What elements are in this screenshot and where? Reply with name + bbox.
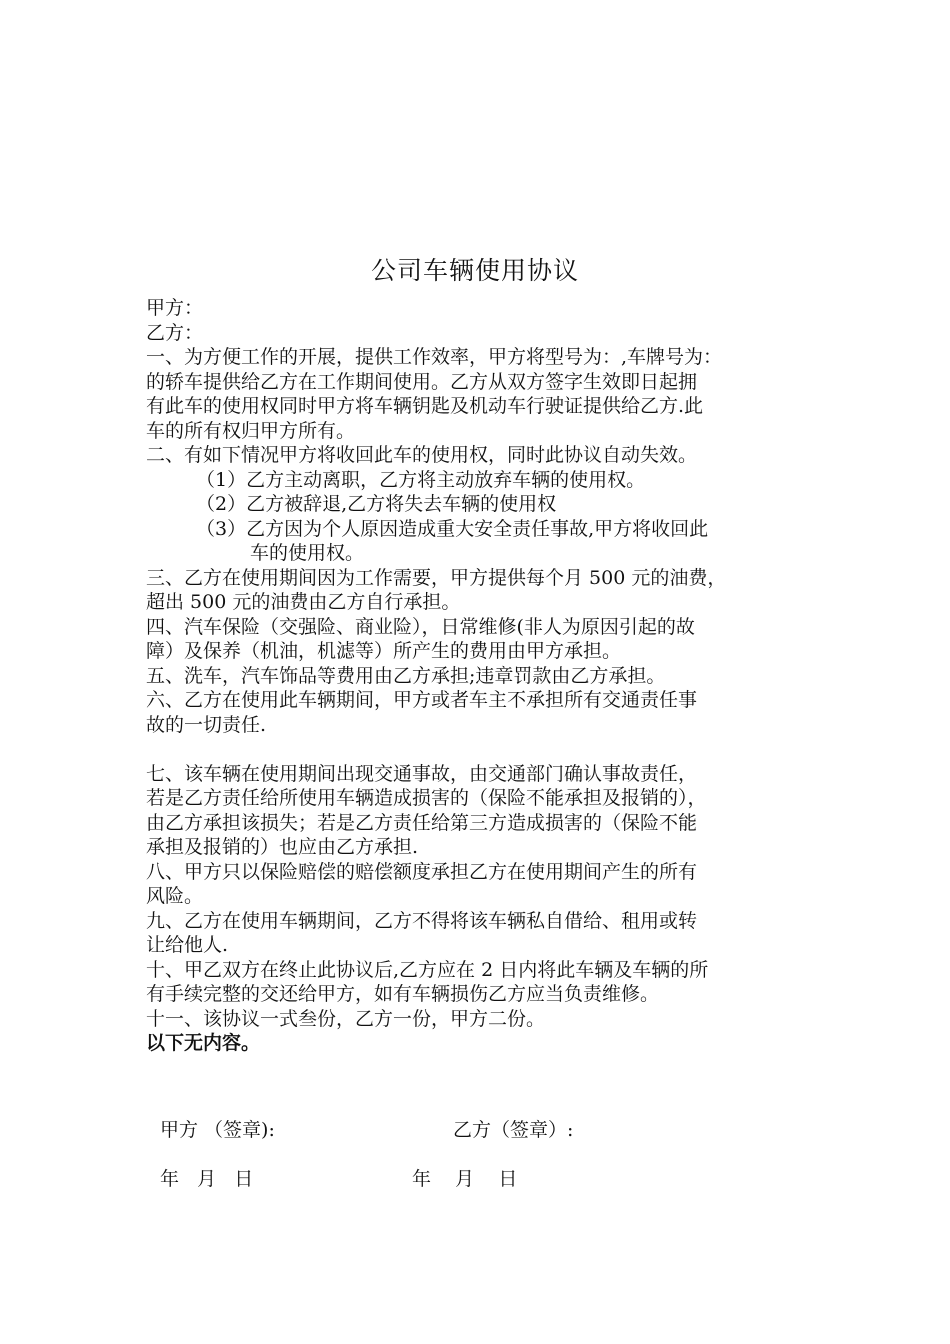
clause-11-line: 十一、该协议一式叁份，乙方一份，甲方二份。 (146, 1007, 546, 1030)
party-b-date: 年 月 日 (412, 1168, 518, 1190)
clause-8-line: 八、甲方只以保险赔偿的赔偿额度承担乙方在使用期间产生的所有 (146, 860, 698, 883)
blank-line (146, 737, 816, 762)
clause-7-line: 若是乙方责任给所使用车辆造成损害的（保险不能承担及报销的）， (146, 787, 707, 809)
clause-6-line: 六、乙方在使用此车辆期间，甲方或者车主不承担所有交通责任事 (146, 689, 698, 711)
clause-4-line: 四、汽车保险（交强险、商业险），日常维修(非人为原因引起的故 (146, 615, 695, 638)
clause-9-line: 九、乙方在使用车辆期间，乙方不得将该车辆私自借给、租用或转 (146, 909, 698, 932)
clause-5-line: 五、洗车，汽车饰品等费用由乙方承担;违章罚款由乙方承担。 (146, 664, 666, 687)
clause-6-line: 故的一切责任. (146, 713, 267, 736)
clause-7-line: 承担及报销的）也应由乙方承担. (146, 836, 419, 858)
clause-2-item-3: （3）乙方因为个人原因造成重大安全责任事故,甲方将收回此 (196, 517, 709, 540)
clause-9-line: 让给他人. (146, 934, 229, 956)
clause-1-line: 的轿车提供给乙方在工作期间使用。乙方从双方签字生效即日起拥 (146, 370, 698, 393)
closing-note: 以下无内容。 (146, 1032, 261, 1054)
party-a-signature-label: 甲方 （签章): (160, 1119, 275, 1141)
clause-2-item-3-cont: 车的使用权。 (250, 542, 365, 564)
agreement-body (146, 296, 816, 1056)
party-b-signature-label: 乙方（签章）: (453, 1119, 574, 1141)
clause-2-item-2: （2）乙方被辞退,乙方将失去车辆的使用权 (196, 493, 557, 515)
clause-7-line: 由乙方承担该损失；若是乙方责任给第三方造成损害的（保险不能 (146, 811, 698, 834)
clause-4-line: 障）及保养（机油，机滤等）所产生的费用由甲方承担。 (146, 640, 622, 662)
clause-3-line: 三、乙方在使用期间因为工作需要，甲方提供每个月 500 元的油费， (146, 566, 727, 589)
clause-3-line: 超出 500 元的油费由乙方自行承担。 (146, 591, 461, 613)
party-b-line: 乙方： (146, 321, 204, 344)
clause-10-line: 十、甲乙双方在终止此协议后,乙方应在 2 日内将此车辆及车辆的所 (146, 958, 709, 981)
party-a-date: 年 月 日 (160, 1168, 254, 1190)
clause-7-line: 七、该车辆在使用期间出现交通事故，由交通部门确认事故责任， (146, 762, 698, 785)
clause-2-line: 二、有如下情况甲方将收回此车的使用权，同时此协议自动失效。 (146, 444, 698, 466)
clause-10-line: 有手续完整的交还给甲方，如有车辆损伤乙方应当负责维修。 (146, 983, 660, 1005)
clause-1-line: 车的所有权归甲方所有。 (146, 419, 356, 442)
clause-1-line: 有此车的使用权同时甲方将车辆钥匙及机动车行驶证提供给乙方.此 (146, 395, 704, 417)
clause-8-line: 风险。 (146, 885, 204, 907)
party-a-line: 甲方： (146, 297, 204, 319)
clause-1-line: 一、为方便工作的开展，提供工作效率，甲方将型号为：,车牌号为： (146, 346, 723, 368)
document-title: 公司车辆使用协议 (370, 256, 579, 285)
clause-2-item-1: （1）乙方主动离职，乙方将主动放弃车辆的使用权。 (196, 468, 646, 491)
